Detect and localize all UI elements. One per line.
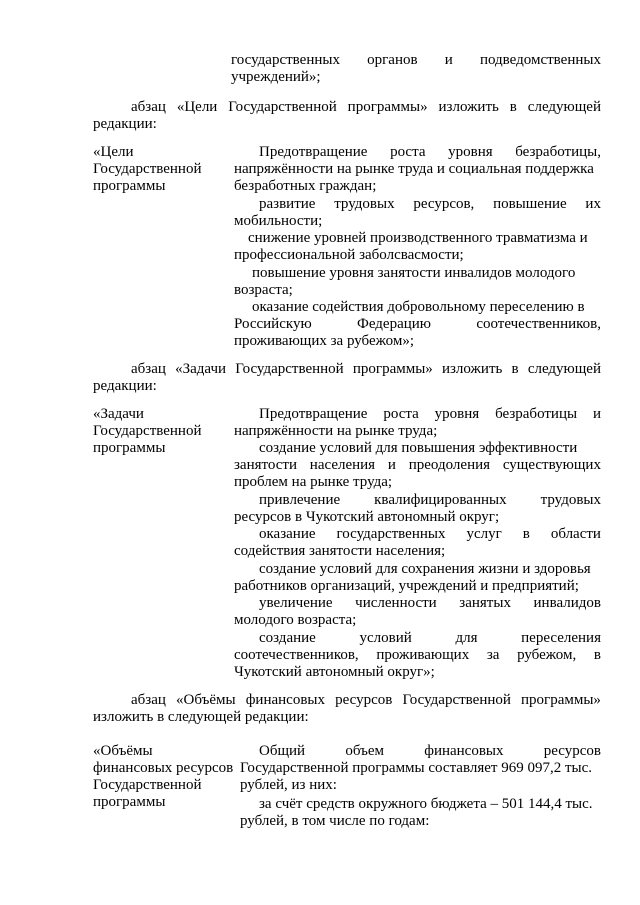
word: изложить xyxy=(441,361,503,377)
finance-line: за счёт средств окружного бюджета – 501 144,4 тыс. xyxy=(259,796,593,812)
word: преодоления xyxy=(408,457,491,473)
word: финансовых xyxy=(424,743,504,759)
top-fragment-line-1 xyxy=(231,52,601,69)
word: следующей xyxy=(527,361,601,377)
word: соотечественников, xyxy=(234,647,359,663)
paragraph-goals-line-1 xyxy=(131,99,601,116)
word: Государственной xyxy=(228,99,337,115)
finance-line xyxy=(259,743,601,760)
goals-line: возраста; xyxy=(234,282,293,298)
goals-line: мобильности; xyxy=(234,213,323,229)
word: занятых xyxy=(459,595,511,611)
paragraph-goals-line-2: редакции: xyxy=(93,116,157,132)
word: трудовых xyxy=(334,196,395,212)
word: оказание xyxy=(259,526,316,542)
word: ресурсов, xyxy=(413,196,475,212)
paragraph-tasks-line-2: редакции: xyxy=(93,378,157,394)
top-fragment-line-2: учреждений»; xyxy=(231,69,321,85)
word: переселения xyxy=(521,630,601,646)
word: абзац xyxy=(131,692,166,708)
goals-line: профессиональной заболсвасмости; xyxy=(234,247,464,263)
word: «Задачи xyxy=(175,361,227,377)
word: трудовых xyxy=(540,492,601,508)
word: инвалидов xyxy=(533,595,601,611)
word: существующих xyxy=(502,457,601,473)
word: ресурсов xyxy=(335,692,393,708)
tasks-line xyxy=(234,647,601,664)
tasks-line xyxy=(259,630,601,647)
tasks-line: напряжённости на рынке труда; xyxy=(234,423,438,439)
word: Предотвращение xyxy=(259,144,368,160)
word: области xyxy=(550,526,601,542)
paragraph-finance-line-2: изложить в следующей редакции: xyxy=(93,709,309,725)
word: населения xyxy=(309,457,376,473)
word: в xyxy=(593,647,601,663)
tasks-line: работников организаций, учреждений и предприятий; xyxy=(234,578,579,594)
word: рубежом, xyxy=(517,647,577,663)
word: абзац xyxy=(131,361,166,377)
paragraph-tasks-line-1 xyxy=(131,361,601,378)
word: занятости xyxy=(234,457,297,473)
goals-line xyxy=(259,144,601,161)
word: уровня xyxy=(434,406,480,422)
goals-line xyxy=(259,196,601,213)
word: и xyxy=(444,52,453,68)
word: в xyxy=(511,361,519,377)
word: проживающих xyxy=(376,647,470,663)
word: и xyxy=(592,406,601,422)
word: Российскую xyxy=(234,316,312,332)
word: «Объёмы xyxy=(176,692,236,708)
tasks-line: ресурсов в Чукотский автономный округ; xyxy=(234,509,500,525)
word: соотечественников, xyxy=(476,316,601,332)
word: ресурсов xyxy=(543,743,601,759)
word: за xyxy=(486,647,500,663)
word: для xyxy=(455,630,478,646)
word: уровня xyxy=(448,144,493,160)
goals-line xyxy=(234,316,601,333)
word: программы» xyxy=(352,361,433,377)
goals-line: проживающих за рубежом»; xyxy=(234,333,415,349)
word: безработицы xyxy=(495,406,578,422)
tasks-line: создание условий для сохранения жизни и здоровья xyxy=(259,561,591,577)
word: подведомственных xyxy=(479,52,601,68)
word: квалифицированных xyxy=(374,492,507,508)
word: Федерацию xyxy=(356,316,431,332)
tasks-line xyxy=(259,595,601,612)
word: и xyxy=(387,457,396,473)
label-line: программы xyxy=(93,178,166,194)
word: Общий xyxy=(259,743,306,759)
word: государственных xyxy=(231,52,340,68)
tasks-line: проблем на рынке труда; xyxy=(234,474,393,490)
word: условий xyxy=(359,630,412,646)
tasks-line xyxy=(259,526,601,543)
word: Предотвращение xyxy=(259,406,368,422)
label-line: программы xyxy=(93,794,166,810)
word: их xyxy=(585,196,601,212)
word: численности xyxy=(355,595,437,611)
word: изложить xyxy=(438,99,499,115)
word: безработицы, xyxy=(515,144,601,160)
word: услуг xyxy=(466,526,502,542)
word: роста xyxy=(383,406,419,422)
label-line: программы xyxy=(93,440,166,456)
label-line: финансовых ресурсов xyxy=(93,760,234,776)
label-line: Государственной xyxy=(93,777,202,793)
word: программы» xyxy=(347,99,428,115)
word: абзац xyxy=(131,99,166,115)
word: финансовых xyxy=(245,692,325,708)
word: «Цели xyxy=(176,99,218,115)
tasks-line xyxy=(234,457,601,474)
word: создание xyxy=(259,630,316,646)
paragraph-finance-line-1 xyxy=(131,692,601,709)
tasks-line: создание условий для повышения эффективности xyxy=(259,440,578,456)
label-line: «Объёмы xyxy=(93,743,153,759)
word: в xyxy=(522,526,530,542)
goals-line: напряжённости на рынке труда и социальная поддержка xyxy=(234,161,594,177)
tasks-line xyxy=(259,492,601,509)
label-line: «Цели xyxy=(93,144,134,160)
word: привлечение xyxy=(259,492,341,508)
tasks-line: содействия занятости населения; xyxy=(234,543,446,559)
finance-line: рублей, в том числе по годам: xyxy=(240,813,430,829)
word: программы» xyxy=(521,692,601,708)
word: следующей xyxy=(527,99,601,115)
word: повышение xyxy=(493,196,567,212)
word: роста xyxy=(390,144,426,160)
goals-line: безработных граждан; xyxy=(234,178,377,194)
label-line: Государственной xyxy=(93,423,202,439)
word: в xyxy=(509,99,517,115)
finance-line: Государственной программы составляет 969 097,2 тыс. xyxy=(240,760,592,776)
tasks-line xyxy=(259,406,601,423)
goals-line: повышение уровня занятости инвалидов молодого xyxy=(252,265,576,281)
word: Государственной xyxy=(235,361,344,377)
label-line: Государственной xyxy=(93,161,202,177)
word: увеличение xyxy=(259,595,333,611)
word: Государственной xyxy=(402,692,511,708)
label-line: «Задачи xyxy=(93,406,144,422)
tasks-line: молодого возраста; xyxy=(234,612,357,628)
word: государственных xyxy=(336,526,446,542)
tasks-line: Чукотский автономный округ»; xyxy=(234,664,435,680)
word: органов xyxy=(367,52,418,68)
goals-line: снижение уровней производственного травматизма и xyxy=(248,230,588,246)
word: объем xyxy=(345,743,384,759)
goals-line: оказание содействия добровольному переселению в xyxy=(252,299,585,315)
word: развитие xyxy=(259,196,316,212)
finance-line: рублей, из них: xyxy=(240,777,337,793)
